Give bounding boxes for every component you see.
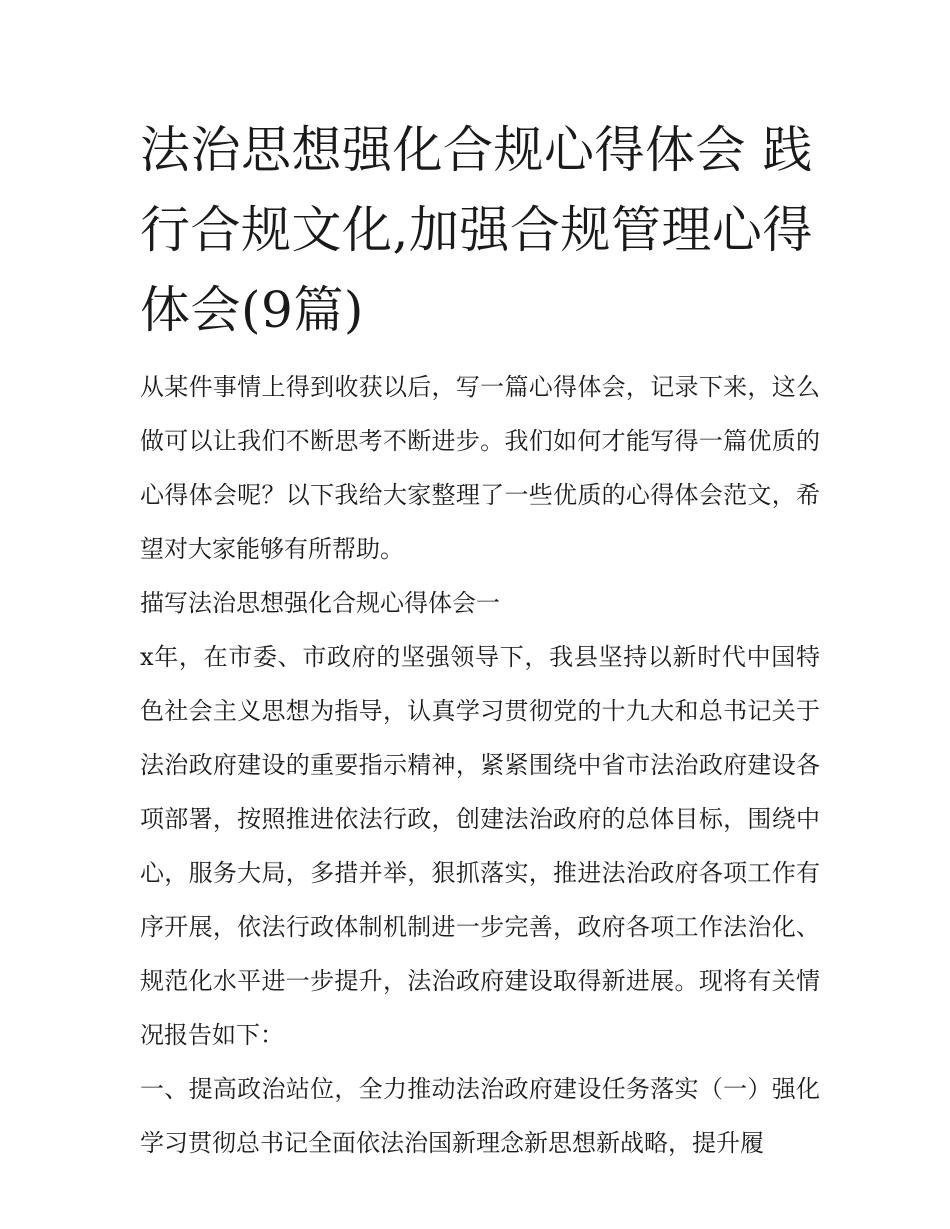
document-body — [140, 360, 820, 1170]
document-title: 法治思想强化合规心得体会 践行合规文化,加强合规管理心得体会(9篇) — [140, 121, 813, 339]
body-paragraph: x年，在市委、市政府的坚强领导下，我县坚持以新时代中国特色社会主义思想为指导，认真学习贯彻党的十九大和总书记关于法治政府建设的重要指示精神，紧紧围绕中省市法治政府建设各项部署，按照推进依法行政，创建法治政府的总体目标，围绕中心，服务大局，多措并举，狠抓落实，推进法治政府各项工作有序开展，依法行政体制机制进一步完善，政府各项工作法治化、规范化水平进一步提升，法治政府建设取得新进展。现将有关情况报告如下： — [140, 643, 820, 1049]
body-paragraph: 一、提高政治站位，全力推动法治政府建设任务落实（一）强化学习贯彻总书记全面依法治国新理念新思想新战略，提升履 — [140, 1075, 820, 1157]
intro-paragraph: 从某件事情上得到收获以后，写一篇心得体会，记录下来，这么做可以让我们不断思考不断进步。我们如何才能写得一篇优质的心得体会呢？以下我给大家整理了一些优质的心得体会范文，希望对大家能够有所帮助。 — [140, 373, 820, 563]
section-heading: 描写法治思想强化合规心得体会一 — [140, 589, 500, 617]
document-page — [140, 110, 820, 1170]
